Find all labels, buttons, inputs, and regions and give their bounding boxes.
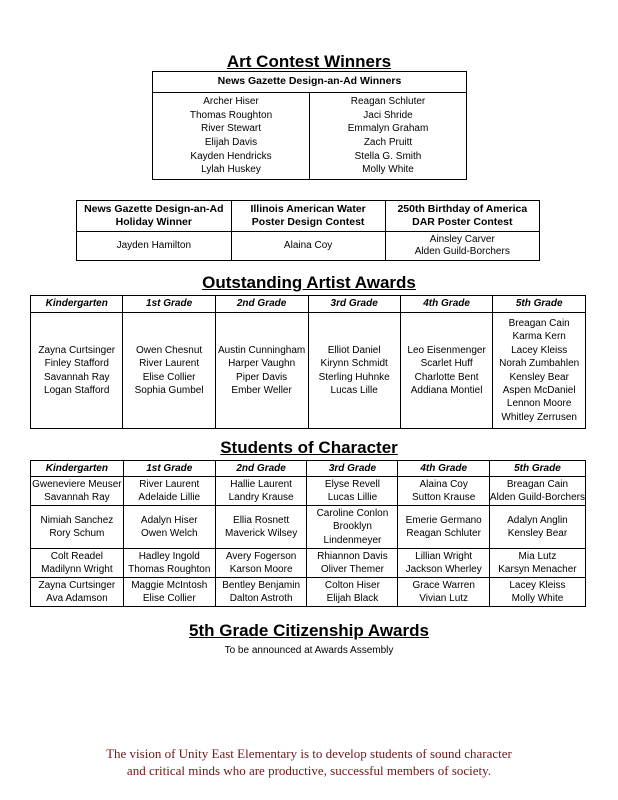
student-name: Alden Guild-Borchers: [489, 492, 585, 503]
grade-cell: [489, 506, 585, 549]
student-name: Hallie Laurent: [230, 478, 292, 490]
student-name: Sterling Huhnke: [318, 371, 390, 383]
grade-header-4th: 4th Grade: [400, 296, 493, 313]
grade-cell: [398, 506, 489, 549]
student-name: Grace Warren: [412, 579, 475, 591]
winner-name: Lylah Huskey: [201, 164, 261, 176]
student-name: Adelaide Lillie: [138, 492, 201, 503]
student-name: Bentley Benjamin: [222, 579, 301, 591]
student-name: Colt Readel: [50, 550, 103, 562]
student-name: Nimiah Sanchez: [40, 514, 114, 526]
grade-cell: [31, 506, 124, 549]
contest-header-line: Poster Design Contest: [251, 216, 365, 228]
student-name: Thomas Roughton: [128, 564, 211, 575]
citizenship-awards-title: 5th Grade Citizenship Awards: [189, 621, 429, 640]
design-an-ad-left-column: [153, 93, 310, 180]
grade-cell: [307, 506, 398, 549]
student-name: Elyse Revell: [324, 478, 380, 490]
grade-cell: [31, 578, 124, 607]
contest-header-line: 250th Birthday of America: [397, 203, 528, 215]
contest-header-line: Illinois American Water: [250, 203, 366, 215]
grade-cell: [215, 578, 307, 607]
winner-name: Jaci Shride: [363, 109, 413, 121]
vision-line: The vision of Unity East Elementary is to develop students of sound character: [106, 746, 512, 761]
winner-name: Jayden Hamilton: [116, 240, 192, 251]
winner-name: Alden Guild-Borchers: [414, 246, 510, 257]
student-name: Maverick Wilsey: [224, 528, 298, 539]
student-name: Ember Weller: [231, 384, 292, 396]
student-name: River Laurent: [139, 478, 200, 490]
grade-cell: [489, 578, 585, 607]
grade-header-3rd: 3rd Grade: [308, 296, 400, 313]
grade-cell: [123, 506, 215, 549]
student-name: Charlotte Bent: [414, 371, 479, 383]
winner-name: Reagan Schluter: [350, 96, 426, 108]
grade-header-kindergarten: Kindergarten: [31, 296, 123, 313]
winner-name: Molly White: [362, 164, 414, 176]
student-name: Brooklyn: [332, 521, 372, 533]
table-row: [31, 549, 586, 578]
grade-cell: [215, 313, 308, 429]
art-contest-title: Art Contest Winners: [226, 52, 392, 71]
student-name: Madilynn Wright: [41, 564, 113, 575]
citizenship-note: To be announced at Awards Assembly: [224, 645, 394, 656]
student-name: Zayna Curtsinger: [38, 579, 116, 591]
contest-winner: [231, 232, 385, 261]
contest-header: [231, 201, 385, 232]
grade-cell: [398, 549, 489, 578]
student-name: Kensley Bear: [507, 528, 568, 539]
student-name: Zayna Curtsinger: [38, 344, 116, 356]
student-name: Kensley Bear: [509, 371, 569, 383]
contest-header-line: Holiday Winner: [115, 216, 192, 228]
student-name: Vivian Lutz: [419, 593, 469, 604]
contest-winner: [385, 232, 539, 261]
student-name: Leo Eisenmenger: [407, 344, 486, 356]
winner-name: Emmalyn Graham: [347, 123, 429, 135]
student-name: Karsyn Menacher: [498, 564, 577, 575]
student-name: Lucas Lillie: [327, 492, 378, 503]
winner-name: River Stewart: [200, 123, 261, 135]
grade-cell: [31, 313, 123, 429]
student-name: Harper Vaughn: [228, 358, 296, 370]
student-name: Adalyn Hiser: [140, 514, 198, 526]
student-name: Owen Chesnut: [136, 344, 203, 356]
student-name: Molly White: [511, 593, 564, 604]
student-name: Karma Kern: [512, 331, 566, 343]
student-name: Karson Moore: [229, 564, 293, 575]
design-an-ad-right-column: [310, 93, 467, 180]
student-name: Norah Zumbahlen: [499, 358, 580, 370]
winner-name: Stella G. Smith: [354, 150, 422, 162]
winner-name: Elijah Davis: [204, 137, 258, 148]
student-name: Hadley Ingold: [138, 550, 200, 562]
student-name: Lennon Moore: [506, 398, 572, 410]
student-name: Rhiannon Davis: [317, 550, 388, 562]
grade-header-3rd: 3rd Grade: [307, 461, 398, 477]
student-name: Elise Collier: [142, 371, 196, 383]
student-name: Lillian Wright: [415, 550, 473, 562]
winner-name: Kayden Hendricks: [190, 150, 272, 162]
student-name: Breagan Cain: [506, 478, 569, 490]
vision-line: and critical minds who are productive, successful members of society.: [126, 763, 492, 778]
grade-header-1st: 1st Grade: [123, 296, 215, 313]
contests-table: [76, 200, 540, 261]
winner-name: Zach Pruitt: [363, 137, 413, 148]
contest-header: [385, 201, 539, 232]
contest-header-line: DAR Poster Contest: [412, 216, 513, 228]
students-of-character-title: Students of Character: [220, 438, 398, 457]
grade-cell: [307, 549, 398, 578]
student-name: Oliver Themer: [320, 564, 385, 575]
grade-cell: [400, 313, 493, 429]
student-name: Maggie McIntosh: [131, 579, 208, 591]
student-name: Rory Schum: [49, 528, 105, 539]
grade-cell: [398, 477, 489, 506]
student-name: Breagan Cain: [508, 317, 570, 329]
student-name: Gweneviere Meuser: [32, 478, 122, 490]
contest-winner: [77, 232, 232, 261]
grade-cell: [493, 313, 586, 429]
student-name: Aspen McDaniel: [502, 384, 576, 396]
student-name: Ellia Rosnett: [233, 514, 290, 526]
student-name: Emerie Germano: [405, 514, 482, 526]
student-name: Adalyn Anglin: [507, 514, 568, 526]
grade-cell: [307, 578, 398, 607]
student-name: Whitley Zerrusen: [501, 411, 577, 423]
student-name: Savannah Ray: [43, 371, 110, 383]
winner-name: Ainsley Carver: [429, 234, 495, 245]
student-name: Owen Welch: [141, 528, 198, 539]
student-name: Elliot Daniel: [327, 344, 381, 356]
grade-cell: [123, 477, 215, 506]
students-of-character-table: [30, 460, 586, 607]
student-name: Landry Krause: [228, 492, 294, 503]
design-an-ad-header: News Gazette Design-an-Ad Winners: [153, 72, 467, 93]
table-row: [31, 477, 586, 506]
grade-cell: [215, 477, 307, 506]
student-name: Lindenmeyer: [323, 534, 382, 546]
grade-header-1st: 1st Grade: [123, 461, 215, 477]
student-name: Lucas Lille: [330, 384, 378, 396]
grade-cell: [123, 578, 215, 607]
student-name: Sutton Krause: [411, 492, 476, 503]
outstanding-artist-table: [30, 295, 586, 429]
grade-cell: [489, 549, 585, 578]
grade-header-kindergarten: Kindergarten: [31, 461, 124, 477]
grade-header-2nd: 2nd Grade: [215, 296, 308, 313]
grade-header-4th: 4th Grade: [398, 461, 489, 477]
table-row: [31, 506, 586, 549]
student-name: Sophia Gumbel: [134, 384, 204, 396]
student-name: Elise Collier: [142, 593, 196, 604]
grade-cell: [398, 578, 489, 607]
student-name: Caroline Conlon: [316, 508, 389, 520]
grade-cell: [123, 313, 215, 429]
student-name: River Laurent: [139, 358, 200, 370]
student-name: Mia Lutz: [518, 550, 557, 562]
grade-cell: [31, 477, 124, 506]
student-name: Reagan Schluter: [406, 528, 481, 539]
grade-cell: [307, 477, 398, 506]
student-name: Addiana Montiel: [410, 384, 483, 396]
student-name: Savannah Ray: [44, 492, 110, 503]
design-an-ad-winners-table: [152, 71, 467, 180]
student-name: Jackson Wherley: [405, 564, 482, 575]
student-name: Dalton Astroth: [229, 593, 293, 604]
student-name: Piper Davis: [236, 371, 288, 383]
student-name: Logan Stafford: [44, 384, 110, 396]
grade-cell: [489, 477, 585, 506]
student-name: Kirynn Schmidt: [320, 358, 388, 370]
student-name: Lacey Kleiss: [509, 579, 566, 591]
grade-cell: [308, 313, 400, 429]
student-name: Colton Hiser: [324, 579, 380, 591]
grade-header-5th: 5th Grade: [493, 296, 586, 313]
contest-header: [77, 201, 232, 232]
winner-name: Archer Hiser: [203, 96, 259, 108]
grade-cell: [215, 549, 307, 578]
student-name: Lacey Kleiss: [511, 344, 568, 356]
student-name: Finley Stafford: [44, 358, 109, 370]
grade-header-5th: 5th Grade: [489, 461, 585, 477]
student-name: Elijah Black: [326, 593, 379, 604]
table-row: [31, 578, 586, 607]
student-name: Austin Cunningham: [217, 344, 306, 356]
vision-statement: [0, 745, 618, 779]
contest-header-line: News Gazette Design-an-Ad: [84, 203, 224, 215]
grade-cell: [31, 549, 124, 578]
winner-name: Alaina Coy: [283, 240, 333, 251]
grade-cell: [215, 506, 307, 549]
grade-cell: [123, 549, 215, 578]
winner-name: Thomas Roughton: [189, 109, 273, 121]
outstanding-artist-title: Outstanding Artist Awards: [202, 273, 416, 292]
grade-header-2nd: 2nd Grade: [215, 461, 307, 477]
student-name: Ava Adamson: [46, 593, 108, 604]
student-name: Scarlet Huff: [420, 358, 473, 370]
student-name: Alaina Coy: [419, 478, 468, 490]
student-name: Avery Fogerson: [225, 550, 297, 562]
